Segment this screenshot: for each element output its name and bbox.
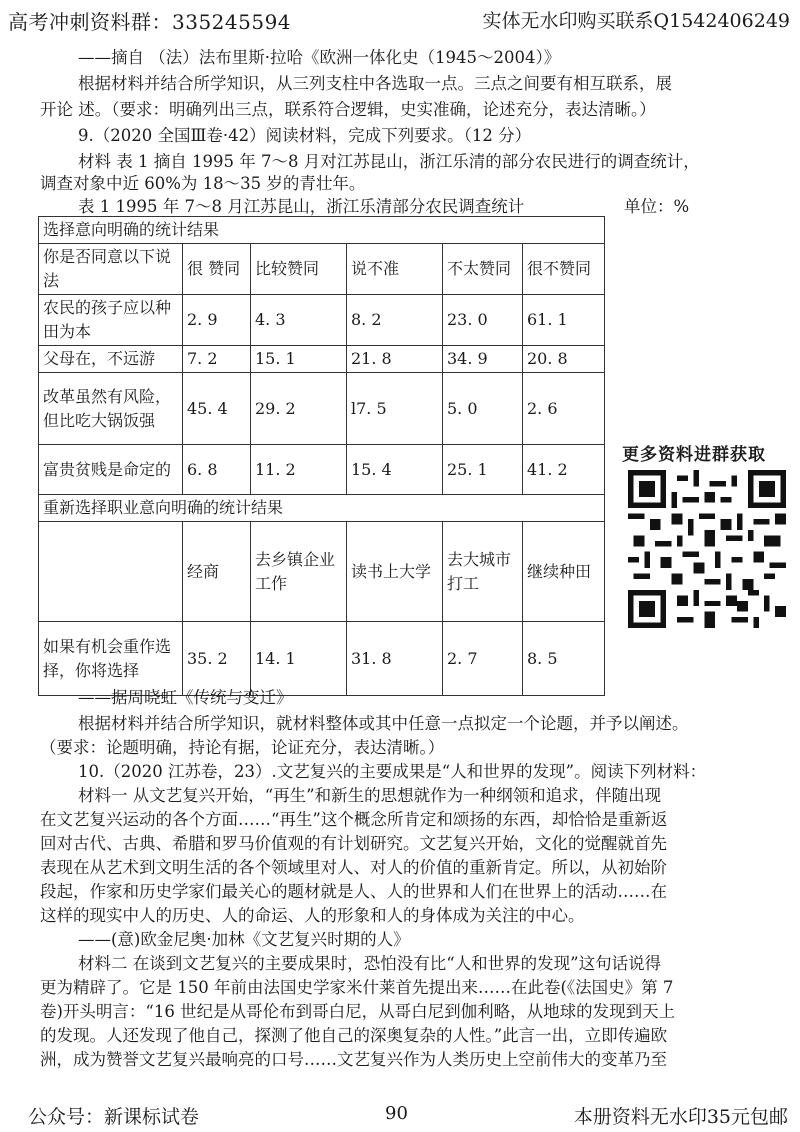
table-cell: 20. 8 xyxy=(523,346,605,373)
source-citation-2: ——据周晓虹《传统与变迁》 xyxy=(78,688,293,707)
header-cell: 很 赞同 xyxy=(183,244,251,295)
footer-account: 公众号：新课标试卷 xyxy=(28,1106,200,1128)
table-cell: 7. 2 xyxy=(183,346,251,373)
header-cell: 比较赞同 xyxy=(251,244,347,295)
table-cell: 15. 1 xyxy=(251,346,347,373)
source-citation-1: ——摘自 （法）法布里斯·拉哈《欧洲一体化史（1945～2004）》 xyxy=(78,48,561,67)
table-row xyxy=(39,373,605,445)
table-cell: 5. 0 xyxy=(443,373,523,445)
table-cell: 31. 8 xyxy=(347,622,443,696)
table-cell: 41. 2 xyxy=(523,445,605,495)
table-header-row xyxy=(39,522,605,622)
material-line-1: 材料 表 1 摘自 1995 年 7～8 月对江苏昆山，浙江乐清的部分农民进行的调查统计， xyxy=(78,152,700,171)
header-group-info: 高考冲刺资料群：335245594 xyxy=(8,10,292,34)
table-cell: 6. 8 xyxy=(183,445,251,495)
table-cell: 35. 2 xyxy=(183,622,251,696)
table-unit: 单位：% xyxy=(624,197,690,216)
section1-title: 选择意向明确的统计结果 xyxy=(39,217,605,244)
table-cell: 34. 9 xyxy=(443,346,523,373)
table-cell: 29. 2 xyxy=(251,373,347,445)
table-cell: 21. 8 xyxy=(347,346,443,373)
table-section-header xyxy=(39,495,605,522)
row-label: 改革虽然有风险，但比吃大锅饭强 xyxy=(39,373,183,445)
q10-title: 10.（2020 江苏卷，23）.文艺复兴的主要成果是“人和世界的发现”。阅读下列材料： xyxy=(78,762,707,781)
table-cell: 8. 5 xyxy=(523,622,605,696)
table-cell: l7. 5 xyxy=(347,373,443,445)
header-cell xyxy=(39,522,183,622)
q9-requirement-1: 根据材料并结合所学知识，就材料整体或其中任意一点拟定一个论题，并予以阐述。 xyxy=(78,714,689,733)
table-cell: 4. 3 xyxy=(251,295,347,346)
qr-caption: 更多资料进群获取 xyxy=(622,445,766,465)
material1-line: 段起，作家和历史学家们最关心的题材就是人、人的世界和人们在世界上的活动……在 xyxy=(40,882,667,901)
row-label: 如果有机会重作选择，你将选择 xyxy=(39,622,183,696)
header-cell: 不太赞同 xyxy=(443,244,523,295)
footer-promo: 本册资料无水印35元包邮 xyxy=(573,1106,788,1128)
header-cell: 读书上大学 xyxy=(347,522,443,622)
table-cell: 2. 9 xyxy=(183,295,251,346)
table-cell: 11. 2 xyxy=(251,445,347,495)
material-line-2: 调查对象中近 60%为 18～35 岁的青壮年。 xyxy=(40,174,366,193)
header-cell: 经商 xyxy=(183,522,251,622)
material2-line: 卷)开头明言：“16 世纪是从哥伦布到哥白尼，从哥白尼到伽利略，从地球的发现到天上 xyxy=(40,1002,676,1021)
row-label: 农民的孩子应以种田为本 xyxy=(39,295,183,346)
table-cell: 61. 1 xyxy=(523,295,605,346)
question-line-2: 开论 述。（要求：明确列出三点，联系符合逻辑，史实准确，论述充分，表达清晰。） xyxy=(40,100,656,119)
table-cell: 14. 1 xyxy=(251,622,347,696)
header-cell: 说不准 xyxy=(347,244,443,295)
table-cell: 8. 2 xyxy=(347,295,443,346)
table-caption: 表 1 1995 年 7～8 月江苏昆山，浙江乐清部分农民调查统计 xyxy=(78,197,525,216)
header-contact-info: 实体无水印购买联系Q1542406249 xyxy=(482,10,790,32)
table-cell: 2. 6 xyxy=(523,373,605,445)
header-cell: 去乡镇企业工作 xyxy=(251,522,347,622)
table-cell: 45. 4 xyxy=(183,373,251,445)
material1-line: 在文艺复兴运动的各个方面……“再生”这个概念所肯定和颂扬的东西，却恰恰是重新返 xyxy=(40,810,668,829)
material2-line: 的发现。人还发现了他自己，探测了他自己的深奥复杂的人性。”此言一出，立即传遍欧 xyxy=(40,1026,668,1045)
header-cell: 很不赞同 xyxy=(523,244,605,295)
table-row xyxy=(39,346,605,373)
survey-table xyxy=(38,216,605,696)
page-number: 90 xyxy=(385,1103,408,1124)
material1-line: 材料一 从文艺复兴开始，“再生”和新生的思想就作为一种纲领和追求，伴随出现 xyxy=(78,786,662,805)
table-header-row xyxy=(39,244,605,295)
material1-line: 这样的现实中人的历史、人的命运、人的形象和人的身体成为关注的中心。 xyxy=(40,906,585,925)
header-cell: 去大城市打工 xyxy=(443,522,523,622)
q9-requirement-2: （要求：论题明确，持论有据，论证充分，表达清晰。） xyxy=(40,738,445,757)
material1-line: 回对古代、古典、希腊和罗马价值观的有计划研究。文艺复兴开始，文化的觉醒就首先 xyxy=(40,834,667,853)
row-label: 父母在，不远游 xyxy=(39,346,183,373)
table-row xyxy=(39,295,605,346)
table-row xyxy=(39,445,605,495)
table-section-header xyxy=(39,217,605,244)
material2-line: 洲，成为赞誉文艺复兴最响亮的口号……文艺复兴作为人类历史上空前伟大的变革乃至 xyxy=(40,1050,667,1069)
material1-line: 表现在从艺术到文明生活的各个领域里对人、对人的价值的重新肯定。所以，从初始阶 xyxy=(40,858,667,877)
section2-title: 重新选择职业意向明确的统计结果 xyxy=(39,495,605,522)
table-cell: 15. 4 xyxy=(347,445,443,495)
row-label: 富贵贫贱是命定的 xyxy=(39,445,183,495)
table-cell: 2. 7 xyxy=(443,622,523,696)
q9-title: 9.（2020 全国Ⅲ卷·42）阅读材料，完成下列要求。（12 分） xyxy=(78,126,532,145)
qr-code-icon xyxy=(628,470,786,628)
material2-line: 更为精辟了。它是 150 年前由法国史学家米什莱首先提出来……在此卷(《法国史》第 7 xyxy=(40,978,674,997)
header-cell: 你是否同意以下说法 xyxy=(39,244,183,295)
header-cell: 继续种田 xyxy=(523,522,605,622)
material2-line: 材料二 在谈到文艺复兴的主要成果时，恐怕没有比“人和世界的发现”这句话说得 xyxy=(78,954,662,973)
table-cell: 25. 1 xyxy=(443,445,523,495)
source-citation-3: ——(意)欧金尼奥·加林《文艺复兴时期的人》 xyxy=(78,930,410,949)
question-line-1: 根据材料并结合所学知识，从三列支柱中各选取一点。三点之间要有相互联系，展 xyxy=(78,74,672,93)
table-cell: 23. 0 xyxy=(443,295,523,346)
